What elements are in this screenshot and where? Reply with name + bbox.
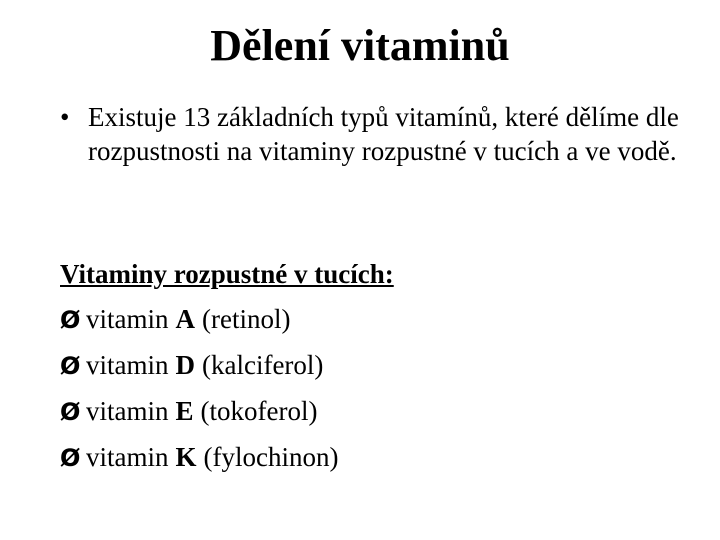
arrow-bullet-icon: Ø (60, 444, 81, 472)
section-heading: Vitaminy rozpustné v tucích: (60, 259, 394, 289)
vitamin-letter: E (175, 396, 194, 426)
vitamin-prefix: vitamin (86, 442, 169, 472)
slide-title: Dělení vitaminů (210, 21, 510, 70)
vitamin-prefix: vitamin (86, 396, 169, 426)
arrow-bullet-icon: Ø (60, 352, 81, 380)
vitamin-prefix: vitamin (86, 350, 169, 380)
arrow-bullet-icon: Ø (60, 398, 81, 426)
vitamin-item-e (60, 389, 680, 435)
bullet-row (60, 100, 680, 168)
bullet-dot-icon: • (60, 102, 70, 132)
vitamin-name: (kalciferol) (202, 350, 324, 380)
vitamin-name: (fylochinon) (203, 442, 339, 472)
vitamin-letter: A (175, 304, 195, 334)
vitamin-name: (tokoferol) (200, 396, 318, 426)
intro-text: Existuje 13 základních typů vitamínů, které dělíme dle rozpustnosti na vitaminy rozpustné v tucích a ve vodě. (88, 102, 679, 166)
vitamin-prefix: vitamin (86, 304, 169, 334)
intro-bullet (60, 100, 680, 168)
vitamin-letter: K (175, 442, 197, 472)
fat-soluble-section (60, 252, 680, 481)
vitamin-item-d (60, 343, 680, 389)
vitamin-name: (retinol) (202, 304, 291, 334)
arrow-bullet-icon: Ø (60, 306, 81, 334)
vitamin-item-k (60, 435, 680, 481)
vitamin-letter: D (175, 350, 195, 380)
vitamin-item-a (60, 297, 680, 343)
